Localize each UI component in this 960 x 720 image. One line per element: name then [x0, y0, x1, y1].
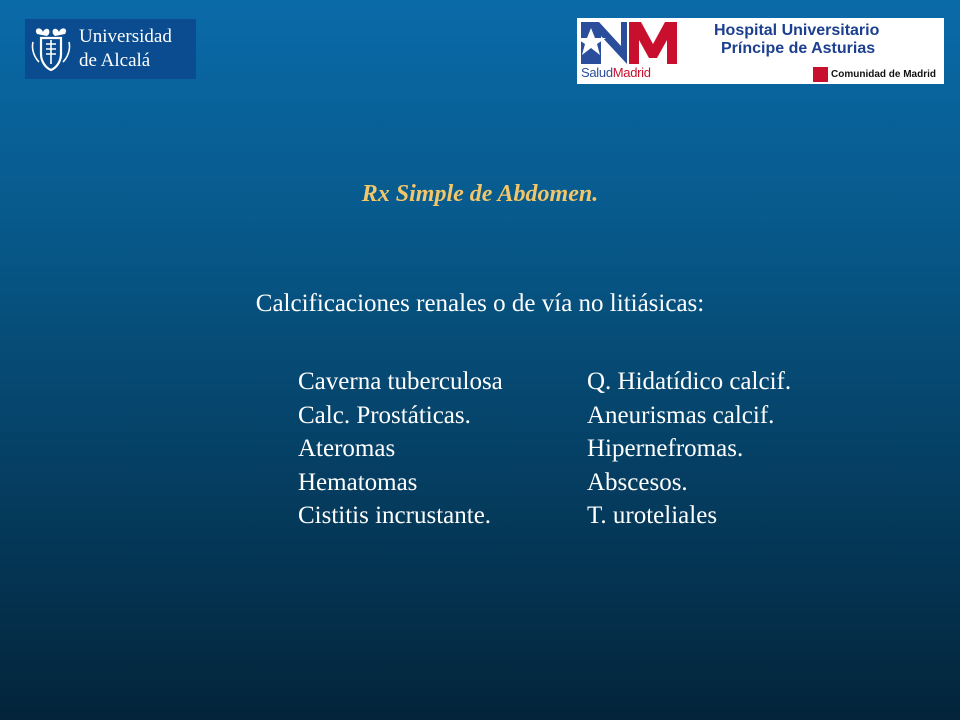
slide-heading: Calcificaciones renales o de vía no litiásicas: — [255, 290, 705, 317]
university-name-line2: de Alcalá — [79, 50, 151, 71]
list-item: Abscesos. — [587, 468, 688, 496]
list-item: Ateromas — [298, 435, 396, 462]
list-item: Caverna tuberculosa — [298, 368, 503, 395]
list-item: Cistitis incrustante. — [298, 502, 492, 529]
list-item: Calc. Prostáticas. — [298, 401, 471, 429]
left-column-list — [298, 365, 503, 533]
university-logo — [25, 19, 196, 79]
comunidad-flag-icon — [813, 67, 828, 82]
hospital-logo — [577, 18, 944, 84]
list-item: Hematomas — [298, 468, 418, 496]
right-column-list — [587, 365, 791, 533]
list-item: Hipernefromas. — [587, 435, 744, 462]
hospital-name-line2: Príncipe de Asturias — [721, 40, 876, 57]
list-item: Aneurismas calcif. — [587, 401, 775, 429]
hospital-name-line1: Hospital Universitario — [714, 22, 880, 39]
comunidad-label: Comunidad de Madrid — [831, 69, 936, 80]
salud-madrid-wordmark: SaludMadrid — [581, 65, 651, 80]
list-item: Q. Hidatídico calcif. — [587, 368, 792, 395]
slide-subtitle: Rx Simple de Abdomen. — [361, 181, 599, 207]
list-item: T. uroteliales — [587, 502, 718, 529]
university-name-line1: Universidad — [79, 26, 172, 47]
university-crest-icon — [29, 24, 73, 74]
